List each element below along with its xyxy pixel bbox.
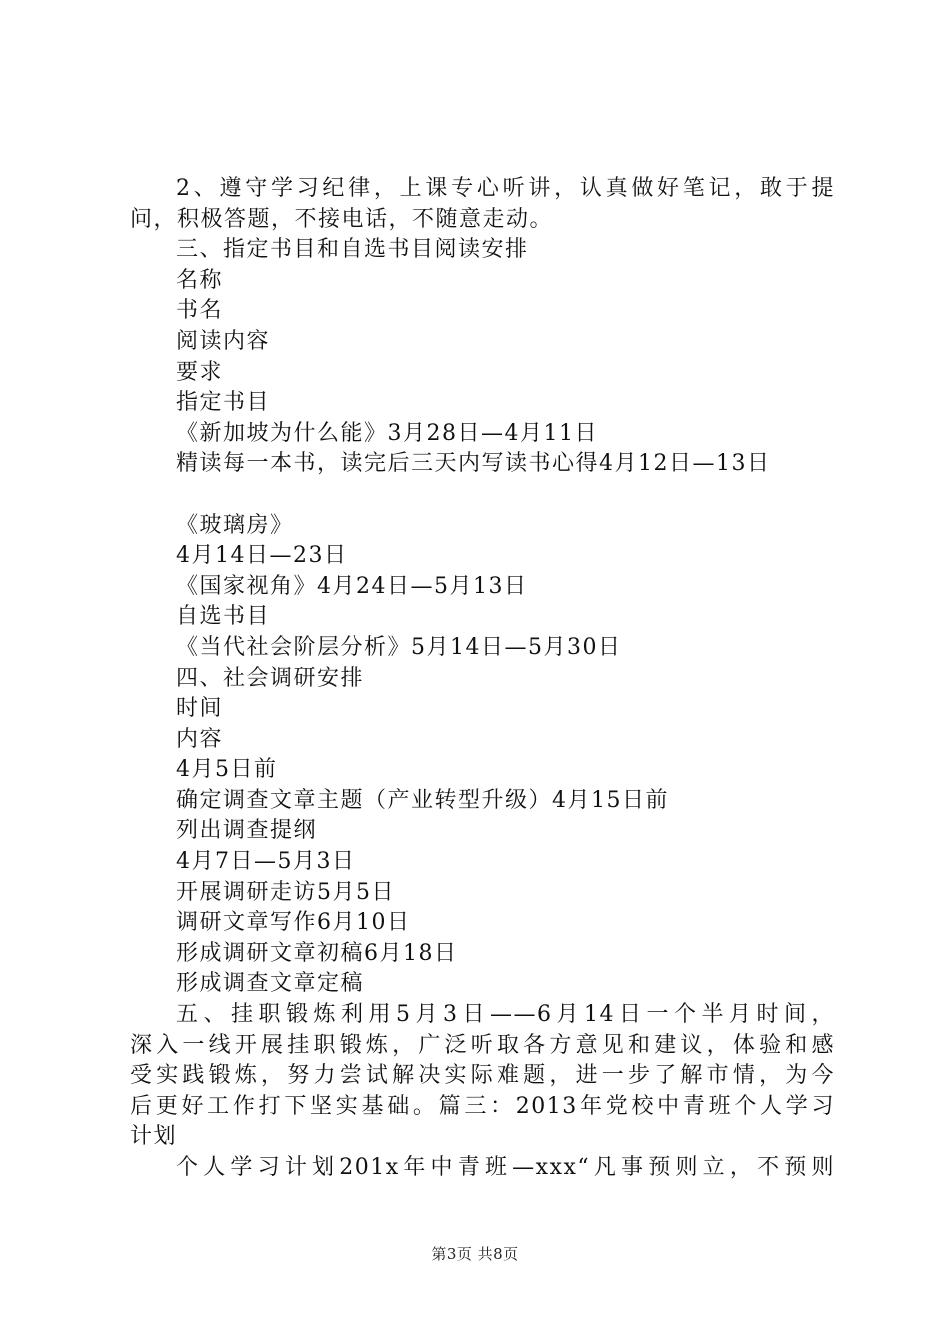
table-cell: 《玻璃房》 <box>176 512 294 538</box>
paragraph-line: 计划 <box>130 1124 178 1150</box>
table-cell: 调研文章写作6月10日 <box>176 910 411 936</box>
table-cell: 要求 <box>176 359 224 385</box>
table-cell: 时间 <box>176 696 224 722</box>
table-cell: 名称 <box>176 267 224 293</box>
document-body <box>130 174 835 1184</box>
table-cell: 指定书目 <box>176 390 271 416</box>
table-cell: 自选书目 <box>176 604 271 630</box>
paragraph-line: 2、遵守学习纪律，上课专心听讲，认真做好笔记，敢于提 <box>176 176 835 201</box>
paragraph-line: 受实践锻炼，努力尝试解决实际难题，进一步了解市情，为今 <box>130 1063 835 1089</box>
table-cell: 《新加坡为什么能》3月28日—4月11日 <box>176 420 598 446</box>
table-cell: 确定调查文章主题（产业转型升级）4月15日前 <box>176 787 669 813</box>
table-cell: 内容 <box>176 726 224 752</box>
table-cell: 精读每一本书，读完后三天内写读书心得4月12日—13日 <box>176 451 771 477</box>
table-cell: 《国家视角》4月24日—5月13日 <box>176 573 528 599</box>
table-cell: 书名 <box>176 298 224 324</box>
table-cell: 阅读内容 <box>176 328 271 354</box>
paragraph-line: 后更好工作打下坚实基础。篇三：2013年党校中青班个人学习 <box>130 1093 835 1119</box>
paragraph-line: 个人学习计划201x年中青班—xxx“凡事预则立，不预则 <box>176 1155 835 1180</box>
paragraph-line: 问，积极答题，不接电话，不随意走动。 <box>130 206 554 232</box>
table-cell: 列出调查提纲 <box>176 818 318 844</box>
section-heading: 四、社会调研安排 <box>176 665 365 691</box>
table-cell: 《当代社会阶层分析》5月14日—5月30日 <box>176 634 622 660</box>
blank-line <box>130 480 835 511</box>
table-cell: 形成调研文章初稿6月18日 <box>176 940 458 966</box>
table-cell: 4月7日—5月3日 <box>176 849 356 875</box>
paragraph-line: 五、挂职锻炼利用5月3日——6月14日一个半月时间， <box>176 1002 835 1028</box>
table-cell: 开展调研走访5月5日 <box>176 879 395 905</box>
table-cell: 4月5日前 <box>176 757 278 783</box>
section-heading: 三、指定书目和自选书目阅读安排 <box>176 237 529 263</box>
paragraph-line: 深入一线开展挂职锻炼，广泛听取各方意见和建议，体验和感 <box>130 1032 835 1058</box>
page-number-footer: 第3页 共8页 <box>431 1245 519 1263</box>
table-cell: 形成调查文章定稿 <box>176 971 365 997</box>
table-cell: 4月14日—23日 <box>176 543 348 569</box>
